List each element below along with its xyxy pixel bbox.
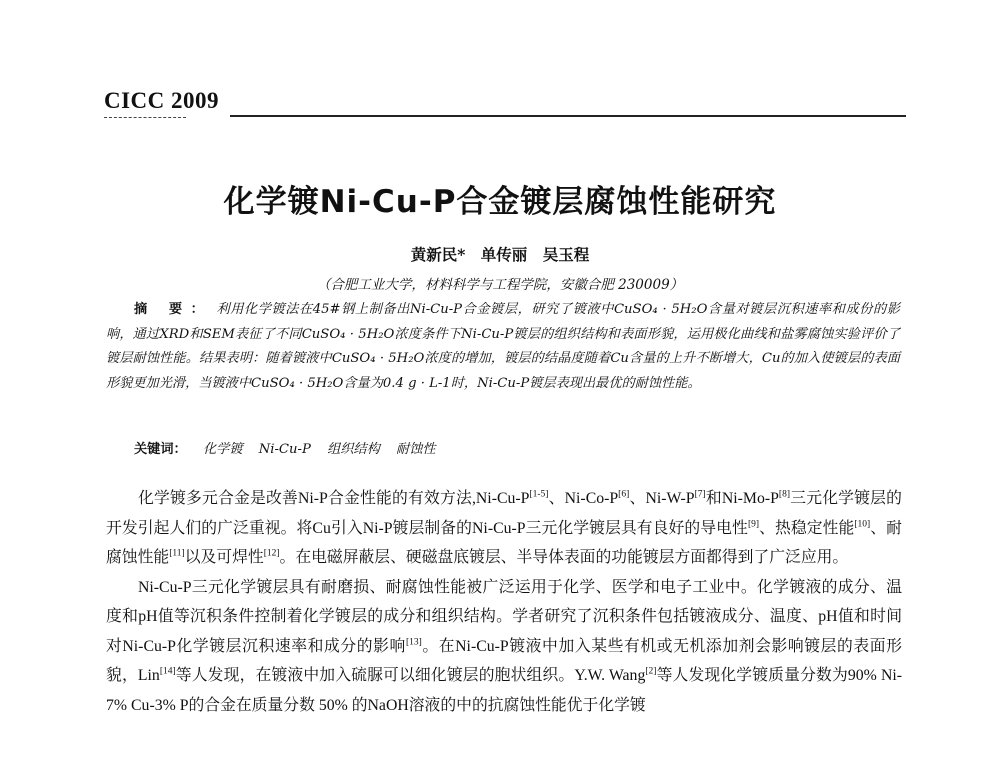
journal-name: CICC 2009 — [104, 88, 220, 113]
text-run: 。在Ni-Cu-P镀液中加入某些有机或无机添加剂会影响镀层的表面形貌，Lin — [106, 637, 902, 684]
abstract-text: 利用化学镀法在45#钢上制备出Ni-Cu-P合金镀层，研究了镀液中CuSO₄ · 5H₂O含量对镀层沉积速率和成份的影响，通过XRD和SEM表征了不同CuSO₄ · 5H₂O浓度条件下Ni-Cu-P镀层的组织结构和表面形貌，运用极化曲线和盐雾腐蚀实验评价了镀层耐蚀性能。结果表明：随着镀液中CuSO₄ · 5H₂O浓度的增加，镀层的结晶度随着Cu含量的上升不断增大，Cu的加入使镀层的表面形貌更加光滑，当镀液中CuSO₄ · 5H₂O含量为0.4 g · L-1时，Ni-Cu-P镀层表现出最优的耐蚀性能。 — [106, 302, 900, 391]
citation: [8] — [778, 489, 790, 500]
text-run: 化学镀多元合金是改善Ni-P合金性能的有效方法,Ni-Cu-P — [138, 490, 530, 507]
citation: [9] — [747, 519, 760, 530]
keyword: 耐蚀性 — [396, 442, 436, 457]
running-header — [104, 88, 906, 120]
text-run: 以及可焊性 — [184, 549, 264, 566]
paragraph — [106, 573, 902, 721]
paper-title: 化学镀Ni-Cu-P合金镀层腐蚀性能研究 — [223, 184, 777, 220]
citation: [14] — [159, 666, 176, 677]
text-run: 三元化学镀层的开发引起人们的广泛重视。将Cu引入Ni-P镀层制备的Ni-Cu-P三元化学镀层具有良好的导电性 — [106, 490, 902, 537]
keyword: 化学镀 — [202, 442, 243, 457]
abstract-label: 摘 要： — [134, 302, 213, 317]
citation: [1-5] — [529, 489, 549, 500]
header-rule — [230, 115, 906, 117]
citation: [2] — [645, 666, 657, 677]
text-run: 等人发现化学镀质量分数为90% Ni-7% Cu-3% P的合金在质量分数 50% 的NaOH溶液的中的抗腐蚀性能优于化学镀 — [106, 667, 902, 714]
author: 黄新民* — [410, 245, 466, 264]
keyword: Ni-Cu-P — [258, 442, 311, 457]
citation: [11] — [169, 548, 185, 559]
text-run: 、Ni-W-P — [629, 490, 695, 507]
citation: [13] — [405, 637, 422, 648]
citation: [12] — [263, 548, 280, 559]
keywords — [134, 438, 436, 457]
text-run: 、Ni-Co-P — [548, 490, 619, 507]
keywords-label: 关键词： — [134, 442, 187, 457]
text-run: 和Ni-Mo-P — [705, 490, 779, 507]
abstract — [106, 298, 900, 396]
text-run: 。在电磁屏蔽层、硬磁盘底镀层、半导体表面的功能镀层方面都得到了广泛应用。 — [279, 549, 849, 566]
citation: [7] — [694, 489, 706, 500]
citation: [10] — [854, 519, 871, 530]
affiliation: （合肥工业大学，材料科学与工程学院，安徽合肥 230009） — [316, 277, 684, 293]
paragraph — [106, 484, 902, 573]
text-run: 、耐腐蚀性能 — [106, 519, 902, 566]
body-text — [106, 484, 902, 720]
text-run: Ni-Cu-P三元化学镀层具有耐磨损、耐腐蚀性能被广泛运用于化学、医学和电子工业中。化学镀液的成分、温度和pH值等沉积条件控制着化学镀层的成分和组织结构。学者研究了沉积条件包括镀液成分、温度、pH值和时间对Ni-Cu-P化学镀层沉积速率和成分的影响 — [106, 578, 902, 655]
author-list — [0, 243, 1000, 265]
author: 吴玉程 — [542, 245, 590, 264]
keyword: 组织结构 — [327, 442, 380, 457]
text-run: 、热稳定性能 — [759, 519, 855, 537]
text-run: 等人发现，在镀液中加入硫脲可以细化镀层的胞状组织。Y.W. Wang — [175, 667, 646, 684]
author: 单传丽 — [480, 245, 528, 264]
journal-underline — [104, 117, 186, 119]
citation: [6] — [618, 489, 630, 500]
